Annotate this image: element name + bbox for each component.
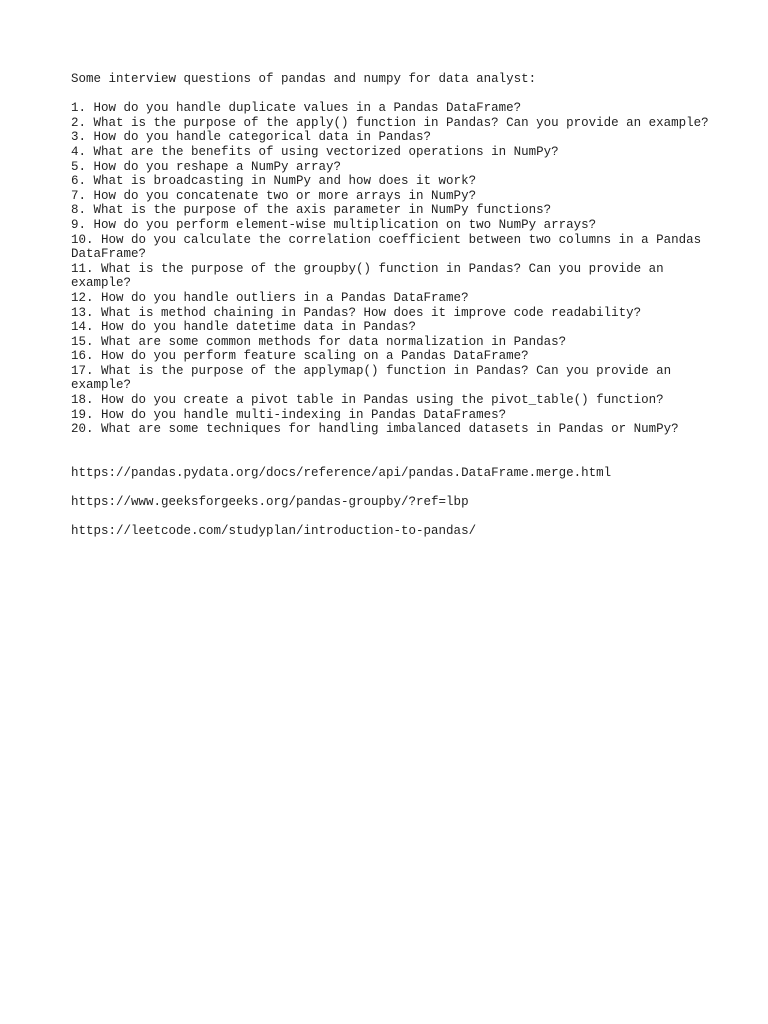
leetcode-pandas-studyplan-link[interactable]: https://leetcode.com/studyplan/introduction-to-pandas/ — [71, 524, 477, 539]
question-item: 18. How do you create a pivot table in Pandas using the pivot_table() function? — [71, 393, 664, 408]
question-item: 10. How do you calculate the correlation coefficient between two columns in a Pandas DataFrame? — [71, 232, 709, 262]
question-item: 19. How do you handle multi-indexing in Pandas DataFrames? — [71, 407, 507, 422]
question-item: 8. What is the purpose of the axis parameter in NumPy functions? — [71, 203, 552, 218]
document-title: Some interview questions of pandas and numpy for data analyst: — [71, 72, 537, 86]
question-item: 17. What is the purpose of the applymap() function in Pandas? Can you provide an example? — [71, 363, 679, 393]
question-item: 20. What are some techniques for handling imbalanced datasets in Pandas or NumPy? — [71, 422, 679, 437]
document-page — [71, 72, 711, 553]
question-item: 3. How do you handle categorical data in Pandas? — [71, 130, 432, 145]
question-item: 9. How do you perform element-wise multiplication on two NumPy arrays? — [71, 217, 597, 232]
question-item: 15. What are some common methods for data normalization in Pandas? — [71, 334, 567, 349]
pandas-merge-docs-link[interactable]: https://pandas.pydata.org/docs/reference/api/pandas.DataFrame.merge.html — [71, 465, 612, 480]
question-item: 6. What is broadcasting in NumPy and how does it work? — [71, 174, 477, 189]
reference-links — [71, 466, 711, 539]
question-item: 2. What is the purpose of the apply() function in Pandas? Can you provide an example? — [71, 115, 709, 130]
geeksforgeeks-groupby-link[interactable]: https://www.geeksforgeeks.org/pandas-groupby/?ref=lbp — [71, 495, 469, 510]
question-item: 7. How do you concatenate two or more arrays in NumPy? — [71, 188, 477, 203]
question-item: 12. How do you handle outliers in a Pandas DataFrame? — [71, 290, 469, 305]
question-item: 13. What is method chaining in Pandas? How does it improve code readability? — [71, 305, 642, 320]
question-item: 5. How do you reshape a NumPy array? — [71, 159, 342, 174]
question-item: 1. How do you handle duplicate values in a Pandas DataFrame? — [71, 101, 522, 116]
question-item: 4. What are the benefits of using vectorized operations in NumPy? — [71, 144, 559, 159]
question-item: 16. How do you perform feature scaling on a Pandas DataFrame? — [71, 349, 529, 364]
question-item: 11. What is the purpose of the groupby() function in Pandas? Can you provide an example? — [71, 261, 672, 291]
question-list — [71, 101, 711, 437]
question-item: 14. How do you handle datetime data in Pandas? — [71, 320, 417, 335]
